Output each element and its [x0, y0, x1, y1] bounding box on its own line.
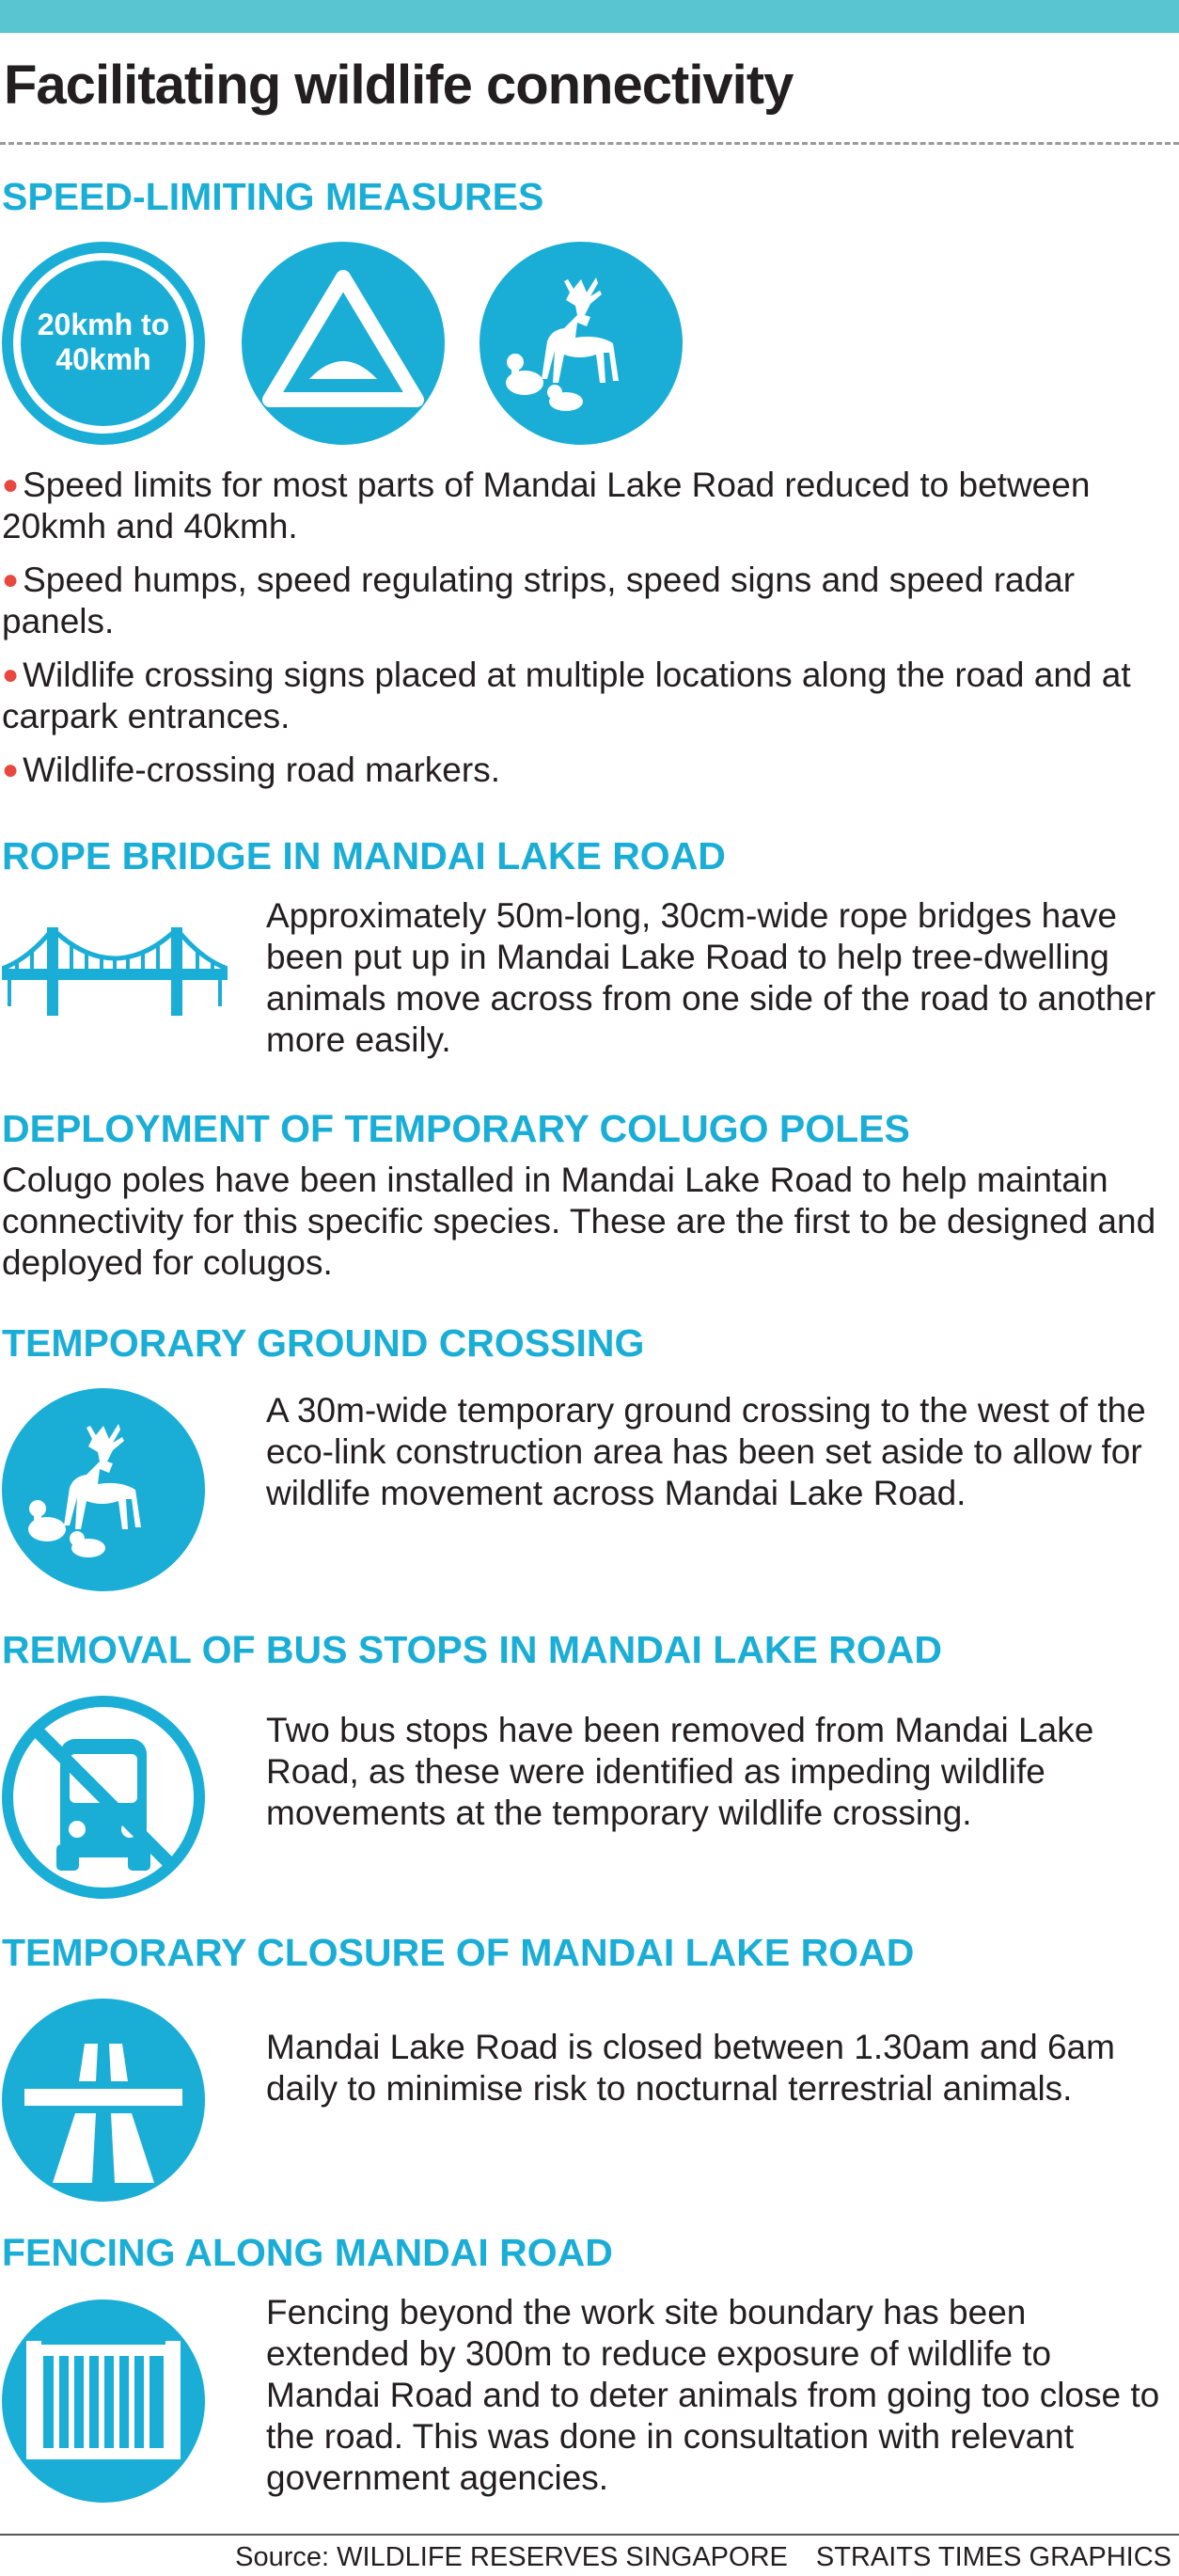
bullet-dot: ●	[2, 564, 20, 595]
fence-icon	[2, 2299, 205, 2503]
ground-crossing-text: A 30m-wide temporary ground crossing to the west of the eco-link construction area has been set aside to allow for wildlife movement across Mandai Lake Road.	[266, 1391, 1146, 1512]
fencing-heading: FENCING ALONG MANDAI ROAD	[2, 2231, 613, 2274]
list-item: ● Speed humps, speed regulating strips, speed signs and speed radar panels.	[2, 561, 1076, 640]
closure-text: Mandai Lake Road is closed between 1.30am and 6am daily to minimise risk to nocturnal terrestrial animals.	[266, 2028, 1115, 2108]
footer-divider	[0, 2534, 1179, 2536]
list-item: ● Speed limits for most parts of Mandai Lake Road reduced to between 20kmh and 40kmh.	[2, 466, 1091, 545]
footer	[235, 2541, 1171, 2573]
bullet-dot: ●	[2, 659, 20, 690]
speed-sign-line2: 40kmh	[55, 342, 151, 376]
colugo-text: Colugo poles have been installed in Mandai Lake Road to help maintain connectivity for this specific species. These are the first to be designed and deployed for colugos.	[2, 1161, 1156, 1282]
closure-heading: TEMPORARY CLOSURE OF MANDAI LAKE ROAD	[2, 1931, 915, 1974]
bus-stops-text: Two bus stops have been removed from Mandai Lake Road, as these were identified as impeding wildlife movements at the temporary wildlife crossing.	[266, 1711, 1094, 1832]
graphics-credit: STRAITS TIMES GRAPHICS	[815, 2542, 1171, 2572]
ground-wildlife-crossing-icon	[2, 1388, 205, 1591]
speed-heading: SPEED-LIMITING MEASURES	[2, 175, 544, 218]
fencing-text: Fencing beyond the work site boundary has been extended by 300m to reduce exposure of wildlife to Mandai Road and to deter animals from going too close to the road. This was done in consultation with relevant government agencies.	[266, 2293, 1160, 2497]
bus-stops-heading: REMOVAL OF BUS STOPS IN MANDAI LAKE ROAD	[2, 1628, 942, 1671]
source-credit: Source: WILDLIFE RESERVES SINGAPORE	[235, 2542, 788, 2572]
rope-bridge-text: Approximately 50m-long, 30cm-wide rope bridges have been put up in Mandai Lake Road to help tree-dwelling animals move across from one side of the road to another more easily.	[266, 896, 1156, 1059]
page-title: Facilitating wildlife connectivity	[4, 55, 794, 116]
speed-measures-list	[2, 465, 1168, 803]
suspension-bridge-icon	[2, 922, 228, 1016]
list-item: ● Wildlife-crossing road markers.	[2, 751, 500, 789]
speed-hump-sign-icon	[242, 242, 445, 445]
top-accent-bar	[0, 0, 1179, 33]
title-divider	[0, 142, 1179, 145]
speed-limit-sign-icon	[2, 242, 205, 445]
road-icon	[2, 1999, 205, 2202]
bullet-dot: ●	[2, 469, 20, 500]
list-item: ● Wildlife crossing signs placed at multiple locations along the road and at carpark entrances.	[2, 656, 1131, 735]
ground-crossing-heading: TEMPORARY GROUND CROSSING	[2, 1321, 645, 1365]
bullet-dot: ●	[2, 754, 20, 785]
colugo-heading: DEPLOYMENT OF TEMPORARY COLUGO POLES	[2, 1107, 910, 1150]
no-bus-icon	[2, 1696, 205, 1899]
rope-bridge-heading: ROPE BRIDGE IN MANDAI LAKE ROAD	[2, 834, 726, 877]
speed-sign-line1: 20kmh to	[37, 308, 170, 341]
wildlife-crossing-icon	[479, 242, 683, 445]
